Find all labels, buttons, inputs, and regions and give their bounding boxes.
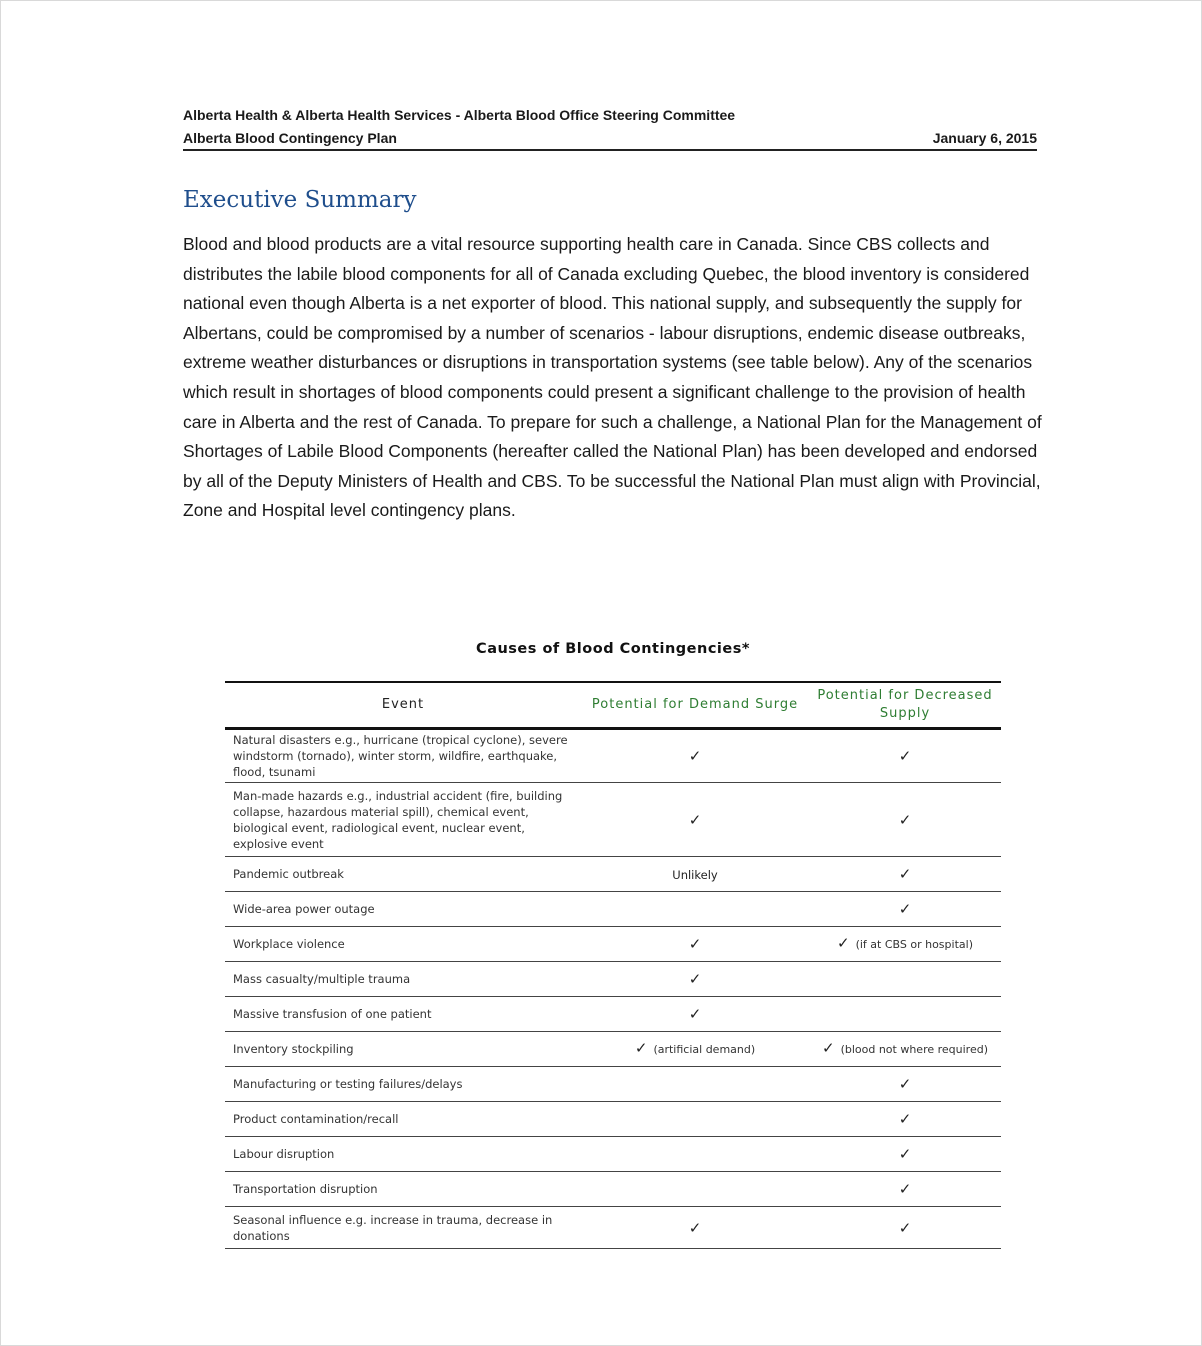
demand-cell [581, 1032, 809, 1067]
checkmark-icon: ✓ [688, 810, 702, 829]
table-row [225, 1032, 1001, 1067]
event-cell: Man-made hazards e.g., industrial accident (fire, building collapse, hazardous material spill), chemical event, biological event, radiological event, nuclear event, explosive event [233, 788, 563, 851]
table-row [225, 783, 1001, 857]
checkmark-icon: ✓ [898, 865, 912, 883]
table-row [225, 857, 1001, 892]
supply-cell [809, 997, 1001, 1032]
event-cell: Transportation disruption [233, 1182, 378, 1196]
checkmark-icon: ✓ [634, 1039, 648, 1057]
table-row [225, 729, 1001, 783]
checkmark-icon: ✓ [688, 970, 702, 988]
checkmark-icon: ✓ [898, 1110, 912, 1128]
table-row [225, 1102, 1001, 1137]
cell-note: (blood not where required) [840, 1043, 989, 1056]
event-cell: Manufacturing or testing failures/delays [233, 1077, 463, 1091]
section-title: Executive Summary [183, 187, 417, 214]
running-header-sub [183, 130, 1037, 146]
table-header-row [225, 682, 1001, 729]
running-header: Alberta Health & Alberta Health Services - Alberta Blood Office Steering Committee [183, 107, 736, 123]
table-row [225, 962, 1001, 997]
demand-cell [581, 1172, 809, 1207]
checkmark-icon: ✓ [898, 1218, 912, 1237]
table-row [225, 1172, 1001, 1207]
supply-cell [809, 1137, 1001, 1172]
supply-cell [809, 1172, 1001, 1207]
supply-cell [809, 857, 1001, 892]
table-title: Causes of Blood Contingencies* [476, 641, 750, 657]
demand-cell [581, 997, 809, 1032]
event-cell: Natural disasters e.g., hurricane (tropical cyclone), severe windstorm (tornado), winter storm, wildfire, earthquake, flood, tsunami [233, 733, 568, 779]
cell-note: (if at CBS or hospital) [855, 938, 973, 951]
supply-cell [809, 1067, 1001, 1102]
demand-cell [581, 729, 809, 783]
demand-cell [581, 962, 809, 997]
checkmark-icon: ✓ [688, 1218, 702, 1237]
supply-cell [809, 1102, 1001, 1137]
table-row [225, 927, 1001, 962]
header-supply: Potential for Decreased Supply [817, 688, 993, 721]
checkmark-icon: ✓ [898, 900, 912, 918]
checkmark-icon: ✓ [688, 1005, 702, 1023]
table-row [225, 1207, 1001, 1249]
table-row [225, 997, 1001, 1032]
document-title: Alberta Blood Contingency Plan [183, 130, 397, 146]
demand-cell [581, 1137, 809, 1172]
supply-cell [809, 892, 1001, 927]
header-rule [183, 149, 1037, 151]
checkmark-icon: ✓ [688, 747, 702, 765]
supply-cell [809, 927, 1001, 962]
checkmark-icon: ✓ [898, 1145, 912, 1163]
event-cell: Massive transfusion of one patient [233, 1007, 432, 1021]
event-cell: Product contamination/recall [233, 1112, 399, 1126]
demand-cell [581, 857, 809, 892]
checkmark-icon: ✓ [898, 747, 912, 765]
demand-cell [581, 1207, 809, 1249]
demand-cell [581, 1067, 809, 1102]
event-cell: Labour disruption [233, 1147, 335, 1161]
table-row [225, 1067, 1001, 1102]
checkmark-icon: ✓ [821, 1039, 835, 1057]
table-body [225, 729, 1001, 1249]
supply-cell [809, 783, 1001, 857]
cell-value: Unlikely [672, 867, 718, 882]
contingency-table [225, 681, 1001, 1249]
supply-cell [809, 1032, 1001, 1067]
supply-cell [809, 729, 1001, 783]
event-cell: Seasonal influence e.g. increase in trauma, decrease in donations [233, 1212, 553, 1243]
checkmark-icon: ✓ [898, 1180, 912, 1198]
demand-cell [581, 783, 809, 857]
event-cell: Wide-area power outage [233, 902, 375, 916]
checkmark-icon: ✓ [837, 934, 850, 952]
document-date: January 6, 2015 [932, 130, 1037, 146]
event-cell: Workplace violence [233, 937, 345, 951]
header-event: Event [381, 697, 425, 712]
event-cell: Inventory stockpiling [233, 1042, 354, 1056]
demand-cell [581, 892, 809, 927]
table-row [225, 1137, 1001, 1172]
table-row [225, 892, 1001, 927]
cell-note: (artificial demand) [653, 1043, 756, 1056]
demand-cell [581, 927, 809, 962]
summary-paragraph: Blood and blood products are a vital resource supporting health care in Canada. Since CBS collects and distributes the labile blood components for all of Canada excluding Quebec, the blood inventory is considered national even though Alberta is a net exporter of blood. This national supply, and subsequently the supply for Albertans, could be compromised by a number of scenarios - labour disruptions, endemic disease outbreaks, extreme weather disturbances or disruptions in transportation systems (see table below). Any of the scenarios which result in shortages of blood components could present a significant challenge to the provision of health care in Alberta and the rest of Canada. To prepare for such a challenge, a National Plan for the Management of Shortages of Labile Blood Components (hereafter called the National Plan) has been developed and endorsed by all of the Deputy Ministers of Health and CBS. To be successful the National Plan must align with Provincial, Zone and Hospital level contingency plans. [183, 234, 1042, 521]
supply-cell [809, 962, 1001, 997]
checkmark-icon: ✓ [898, 810, 912, 829]
demand-cell [581, 1102, 809, 1137]
supply-cell [809, 1207, 1001, 1249]
event-cell: Mass casualty/multiple trauma [233, 972, 411, 986]
header-demand: Potential for Demand Surge [591, 697, 799, 712]
checkmark-icon: ✓ [688, 935, 702, 953]
event-cell: Pandemic outbreak [233, 867, 344, 881]
checkmark-icon: ✓ [898, 1075, 912, 1093]
